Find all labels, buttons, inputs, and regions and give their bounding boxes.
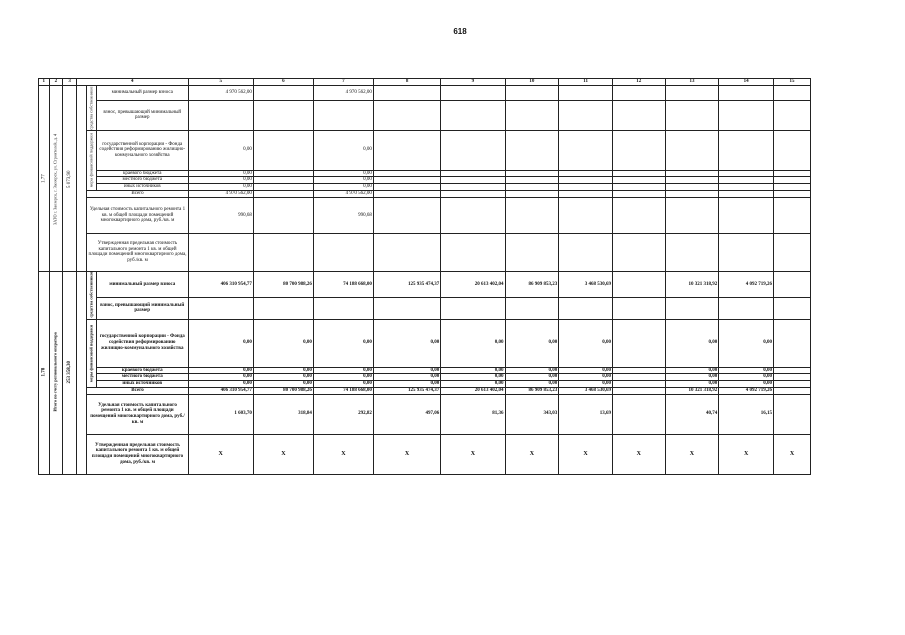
table-row [39,374,811,381]
value-cell [612,170,665,177]
value-cell: 0,00 [441,367,505,374]
financial-support-label: меры финансовой поддержки [87,319,96,387]
value-cell [665,100,719,130]
value-cell: Х [612,434,665,474]
table-row [39,434,811,474]
column-header: 7 [313,79,373,86]
value-cell [505,184,559,191]
table-row [39,184,811,191]
value-cell [505,170,559,177]
value-cell [441,190,505,197]
value-cell [253,233,313,271]
value-cell: Х [774,434,811,474]
value-cell [719,197,774,233]
value-cell [505,86,559,101]
value-cell [774,86,811,101]
value-cell [188,298,253,319]
value-cell [373,197,440,233]
value-cell [559,184,613,191]
column-header: 13 [665,79,719,86]
value-cell [774,298,811,319]
value-cell [665,177,719,184]
value-cell [774,271,811,297]
value-cell: 4 970 562,00 [188,190,253,197]
column-header: 8 [373,79,440,86]
table-row [39,367,811,374]
value-cell: 81,36 [441,394,505,434]
empty-side-cell [76,86,87,272]
own-funds-label: средства собственников [87,86,96,131]
value-cell [253,298,313,319]
value-cell [188,100,253,130]
value-cell [441,298,505,319]
column-header: 14 [719,79,774,86]
value-cell [612,130,665,170]
value-cell [612,271,665,297]
value-cell: 0,00 [441,374,505,381]
value-cell: Х [665,434,719,474]
table-row [39,130,811,170]
limit-cost-label: Утвержденная предельная стоимость капитального ремонта 1 кв. м общей площади помещений многоквартирного дома, руб./кв. м [87,233,188,271]
value-cell: 343,03 [505,394,559,434]
value-cell: 0,00 [313,374,373,381]
value-cell: 0,00 [188,374,253,381]
value-cell [313,298,373,319]
value-cell: 0,00 [188,381,253,388]
row-label: местного бюджета [96,177,188,184]
value-cell: 292,82 [313,394,373,434]
row-label: краевого бюджета [96,367,188,374]
empty-side-cell [76,271,87,474]
own-funds-label: средства собственников [87,271,96,319]
value-cell: 4 092 719,26 [719,271,774,297]
value-cell: Х [373,434,440,474]
table-row [39,381,811,388]
total-label: Всего [87,387,188,394]
value-cell: 80 700 988,26 [253,387,313,394]
value-cell: 0,00 [373,319,440,367]
value-cell: 0,00 [373,374,440,381]
value-cell [665,130,719,170]
value-cell [373,86,440,101]
value-cell [774,319,811,367]
value-cell [665,190,719,197]
value-cell [559,197,613,233]
value-cell [441,197,505,233]
value-cell: 0,00 [253,319,313,367]
value-cell [774,184,811,191]
column-header: 12 [612,79,665,86]
value-cell [505,233,559,271]
value-cell: 406 310 954,77 [188,271,253,297]
value-cell [719,184,774,191]
total-label: Всего [87,190,188,197]
value-cell: Х [719,434,774,474]
value-cell [505,298,559,319]
value-cell: 40,74 [665,394,719,434]
value-cell [612,374,665,381]
area-cell: 5 073,90 [63,86,77,272]
value-cell: 0,00 [559,374,613,381]
value-cell: 990,68 [188,197,253,233]
column-header: 9 [441,79,505,86]
value-cell [505,197,559,233]
row-label: взнос, превышающий минимальный размер [96,298,188,319]
value-cell [253,190,313,197]
value-cell [719,100,774,130]
value-cell [373,170,440,177]
value-cell: Х [505,434,559,474]
value-cell [441,184,505,191]
value-cell [373,298,440,319]
value-cell: 0,00 [719,319,774,367]
value-cell: 0,00 [313,184,373,191]
value-cell [774,233,811,271]
value-cell [441,86,505,101]
value-cell: 4 970 562,00 [313,190,373,197]
value-cell: 80 700 988,26 [253,271,313,297]
value-cell: 0,00 [665,367,719,374]
value-cell: 10 321 318,92 [665,271,719,297]
value-cell [505,130,559,170]
table-row [39,177,811,184]
column-header: 4 [76,79,188,86]
table-row [39,298,811,319]
value-cell [719,170,774,177]
value-cell: 0,00 [188,319,253,367]
area-cell: 253 358,30 [63,271,77,474]
value-cell: 0,00 [559,367,613,374]
value-cell: 20 613 402,04 [441,387,505,394]
value-cell: 318,84 [253,394,313,434]
value-cell [665,86,719,101]
value-cell [665,298,719,319]
value-cell [774,394,811,434]
table-row [39,197,811,233]
value-cell: 3 468 530,69 [559,387,613,394]
limit-cost-label: Утвержденная предельная стоимость капитального ремонта 1 кв. м общей площади помещений многоквартирного дома, руб./кв. м [87,434,188,474]
value-cell [559,86,613,101]
value-cell [612,319,665,367]
value-cell: 0,00 [188,184,253,191]
column-header: 6 [253,79,313,86]
value-cell: 0,00 [253,381,313,388]
value-cell [612,387,665,394]
value-cell [253,197,313,233]
value-cell [559,170,613,177]
value-cell: Х [313,434,373,474]
value-cell [612,177,665,184]
value-cell [665,184,719,191]
unit-cost-label: Удельная стоимость капитального ремонта 1 кв. м общей площади помещений многоквартирного дома, руб./кв. м [87,197,188,233]
value-cell [774,170,811,177]
value-cell: 3 468 530,69 [559,271,613,297]
value-cell [612,86,665,101]
value-cell: 990,68 [313,197,373,233]
table-row [39,394,811,434]
value-cell [441,130,505,170]
value-cell: 86 909 853,23 [505,271,559,297]
address-cell: ЗАТО г. Заозерск, г. Заозерск, ул. Строителей, д. 4 [49,86,63,272]
column-header: 1 [39,79,50,86]
column-header: 11 [559,79,613,86]
value-cell: 0,00 [313,130,373,170]
value-cell [719,298,774,319]
value-cell [373,190,440,197]
value-cell: 0,00 [253,367,313,374]
value-cell: 0,00 [665,381,719,388]
value-cell: 0,00 [719,367,774,374]
value-cell: 74 188 668,00 [313,387,373,394]
value-cell: 0,00 [188,177,253,184]
value-cell: 0,00 [559,319,613,367]
table-row [39,170,811,177]
value-cell [559,190,613,197]
value-cell [774,177,811,184]
table-row [39,233,811,271]
unit-cost-label: Удельная стоимость капитального ремонта 1 кв. м общей площади помещений многоквартирного дома, руб./кв. м [87,394,188,434]
value-cell: 0,00 [719,374,774,381]
value-cell [313,100,373,130]
value-cell [719,190,774,197]
value-cell [719,130,774,170]
value-cell [774,374,811,381]
value-cell: 4 092 719,26 [719,387,774,394]
column-header: 10 [505,79,559,86]
value-cell [559,130,613,170]
value-cell: 0,00 [505,374,559,381]
row-label: взнос, превышающий минимальный размер [96,100,188,130]
value-cell [253,170,313,177]
value-cell [373,177,440,184]
value-cell [441,177,505,184]
value-cell: 0,00 [313,177,373,184]
value-cell [665,233,719,271]
value-cell: 0,00 [505,381,559,388]
value-cell: 0,00 [441,319,505,367]
value-cell: 125 935 474,37 [373,271,440,297]
value-cell [719,233,774,271]
value-cell: 0,00 [665,319,719,367]
value-cell [774,190,811,197]
value-cell: 0,00 [313,367,373,374]
value-cell: 0,00 [253,374,313,381]
value-cell: 20 613 402,04 [441,271,505,297]
value-cell [441,233,505,271]
value-cell [612,190,665,197]
value-cell [441,170,505,177]
value-cell [559,298,613,319]
table-row [39,271,811,297]
value-cell [373,184,440,191]
value-cell [612,394,665,434]
table-row [39,190,811,197]
value-cell: 16,15 [719,394,774,434]
value-cell [373,233,440,271]
table-row [39,319,811,367]
value-cell: 0,00 [188,130,253,170]
value-cell [253,177,313,184]
value-cell [313,233,373,271]
value-cell [253,130,313,170]
value-cell [774,387,811,394]
row-label: иных источников [96,381,188,388]
column-header: 3 [63,79,77,86]
value-cell: 406 310 954,77 [188,387,253,394]
financial-support-label: меры финансовой поддержки [87,130,96,190]
value-cell [373,100,440,130]
value-cell: Х [559,434,613,474]
value-cell: 10 321 318,92 [665,387,719,394]
value-cell [505,177,559,184]
value-cell [612,381,665,388]
page-number: 618 [453,27,467,36]
value-cell: Х [253,434,313,474]
row-label: минимальный размер взноса [96,271,188,297]
value-cell [774,197,811,233]
row-number: 1.78 [39,271,50,474]
value-cell: 0,00 [373,381,440,388]
value-cell [559,177,613,184]
value-cell: 0,00 [313,319,373,367]
value-cell [188,233,253,271]
value-cell: 0,00 [188,367,253,374]
value-cell: 125 935 474,37 [373,387,440,394]
value-cell [441,100,505,130]
value-cell: 0,00 [373,367,440,374]
column-number-row [39,79,811,86]
value-cell [719,86,774,101]
value-cell [665,197,719,233]
column-header: 5 [188,79,253,86]
value-cell: 0,00 [719,381,774,388]
value-cell [373,130,440,170]
value-cell [612,233,665,271]
value-cell: 497,06 [373,394,440,434]
row-label: местного бюджета [96,374,188,381]
value-cell [612,298,665,319]
value-cell: 4 970 562,00 [313,86,373,101]
address-cell: Итого по счету регионального оператора [49,271,63,474]
value-cell [774,367,811,374]
value-cell [505,190,559,197]
row-label: минимальный размер взноса [96,86,188,101]
value-cell [612,100,665,130]
value-cell: 13,69 [559,394,613,434]
value-cell: 0,00 [313,381,373,388]
table-row [39,86,811,101]
row-number: 1.77 [39,86,50,272]
value-cell: 0,00 [313,170,373,177]
column-header: 15 [774,79,811,86]
value-cell [774,130,811,170]
value-cell: 1 603,70 [188,394,253,434]
column-header: 2 [49,79,63,86]
row-label: государственной корпорации - Фонда содействия реформированию жилищно-коммунального хозяйства [96,130,188,170]
row-label: краевого бюджета [96,170,188,177]
value-cell [253,86,313,101]
value-cell [253,184,313,191]
value-cell: 4 970 562,00 [188,86,253,101]
value-cell: Х [188,434,253,474]
value-cell: Х [441,434,505,474]
value-cell [612,367,665,374]
value-cell: 0,00 [188,170,253,177]
value-cell: 0,00 [505,367,559,374]
value-cell [559,100,613,130]
value-cell [719,177,774,184]
value-cell [559,233,613,271]
value-cell: 0,00 [441,381,505,388]
value-cell [505,100,559,130]
value-cell: 74 188 668,00 [313,271,373,297]
table-row [39,100,811,130]
row-label: иных источников [96,184,188,191]
value-cell [774,100,811,130]
value-cell [612,197,665,233]
value-cell: 86 909 853,23 [505,387,559,394]
value-cell [253,100,313,130]
value-cell: 0,00 [559,381,613,388]
value-cell: 0,00 [665,374,719,381]
capital-repair-table [38,78,811,475]
value-cell [774,381,811,388]
value-cell [612,184,665,191]
value-cell: 0,00 [505,319,559,367]
table-row [39,387,811,394]
value-cell [665,170,719,177]
row-label: государственной корпорации - Фонда содействия реформированию жилищно-коммунального хозяйства [96,319,188,367]
